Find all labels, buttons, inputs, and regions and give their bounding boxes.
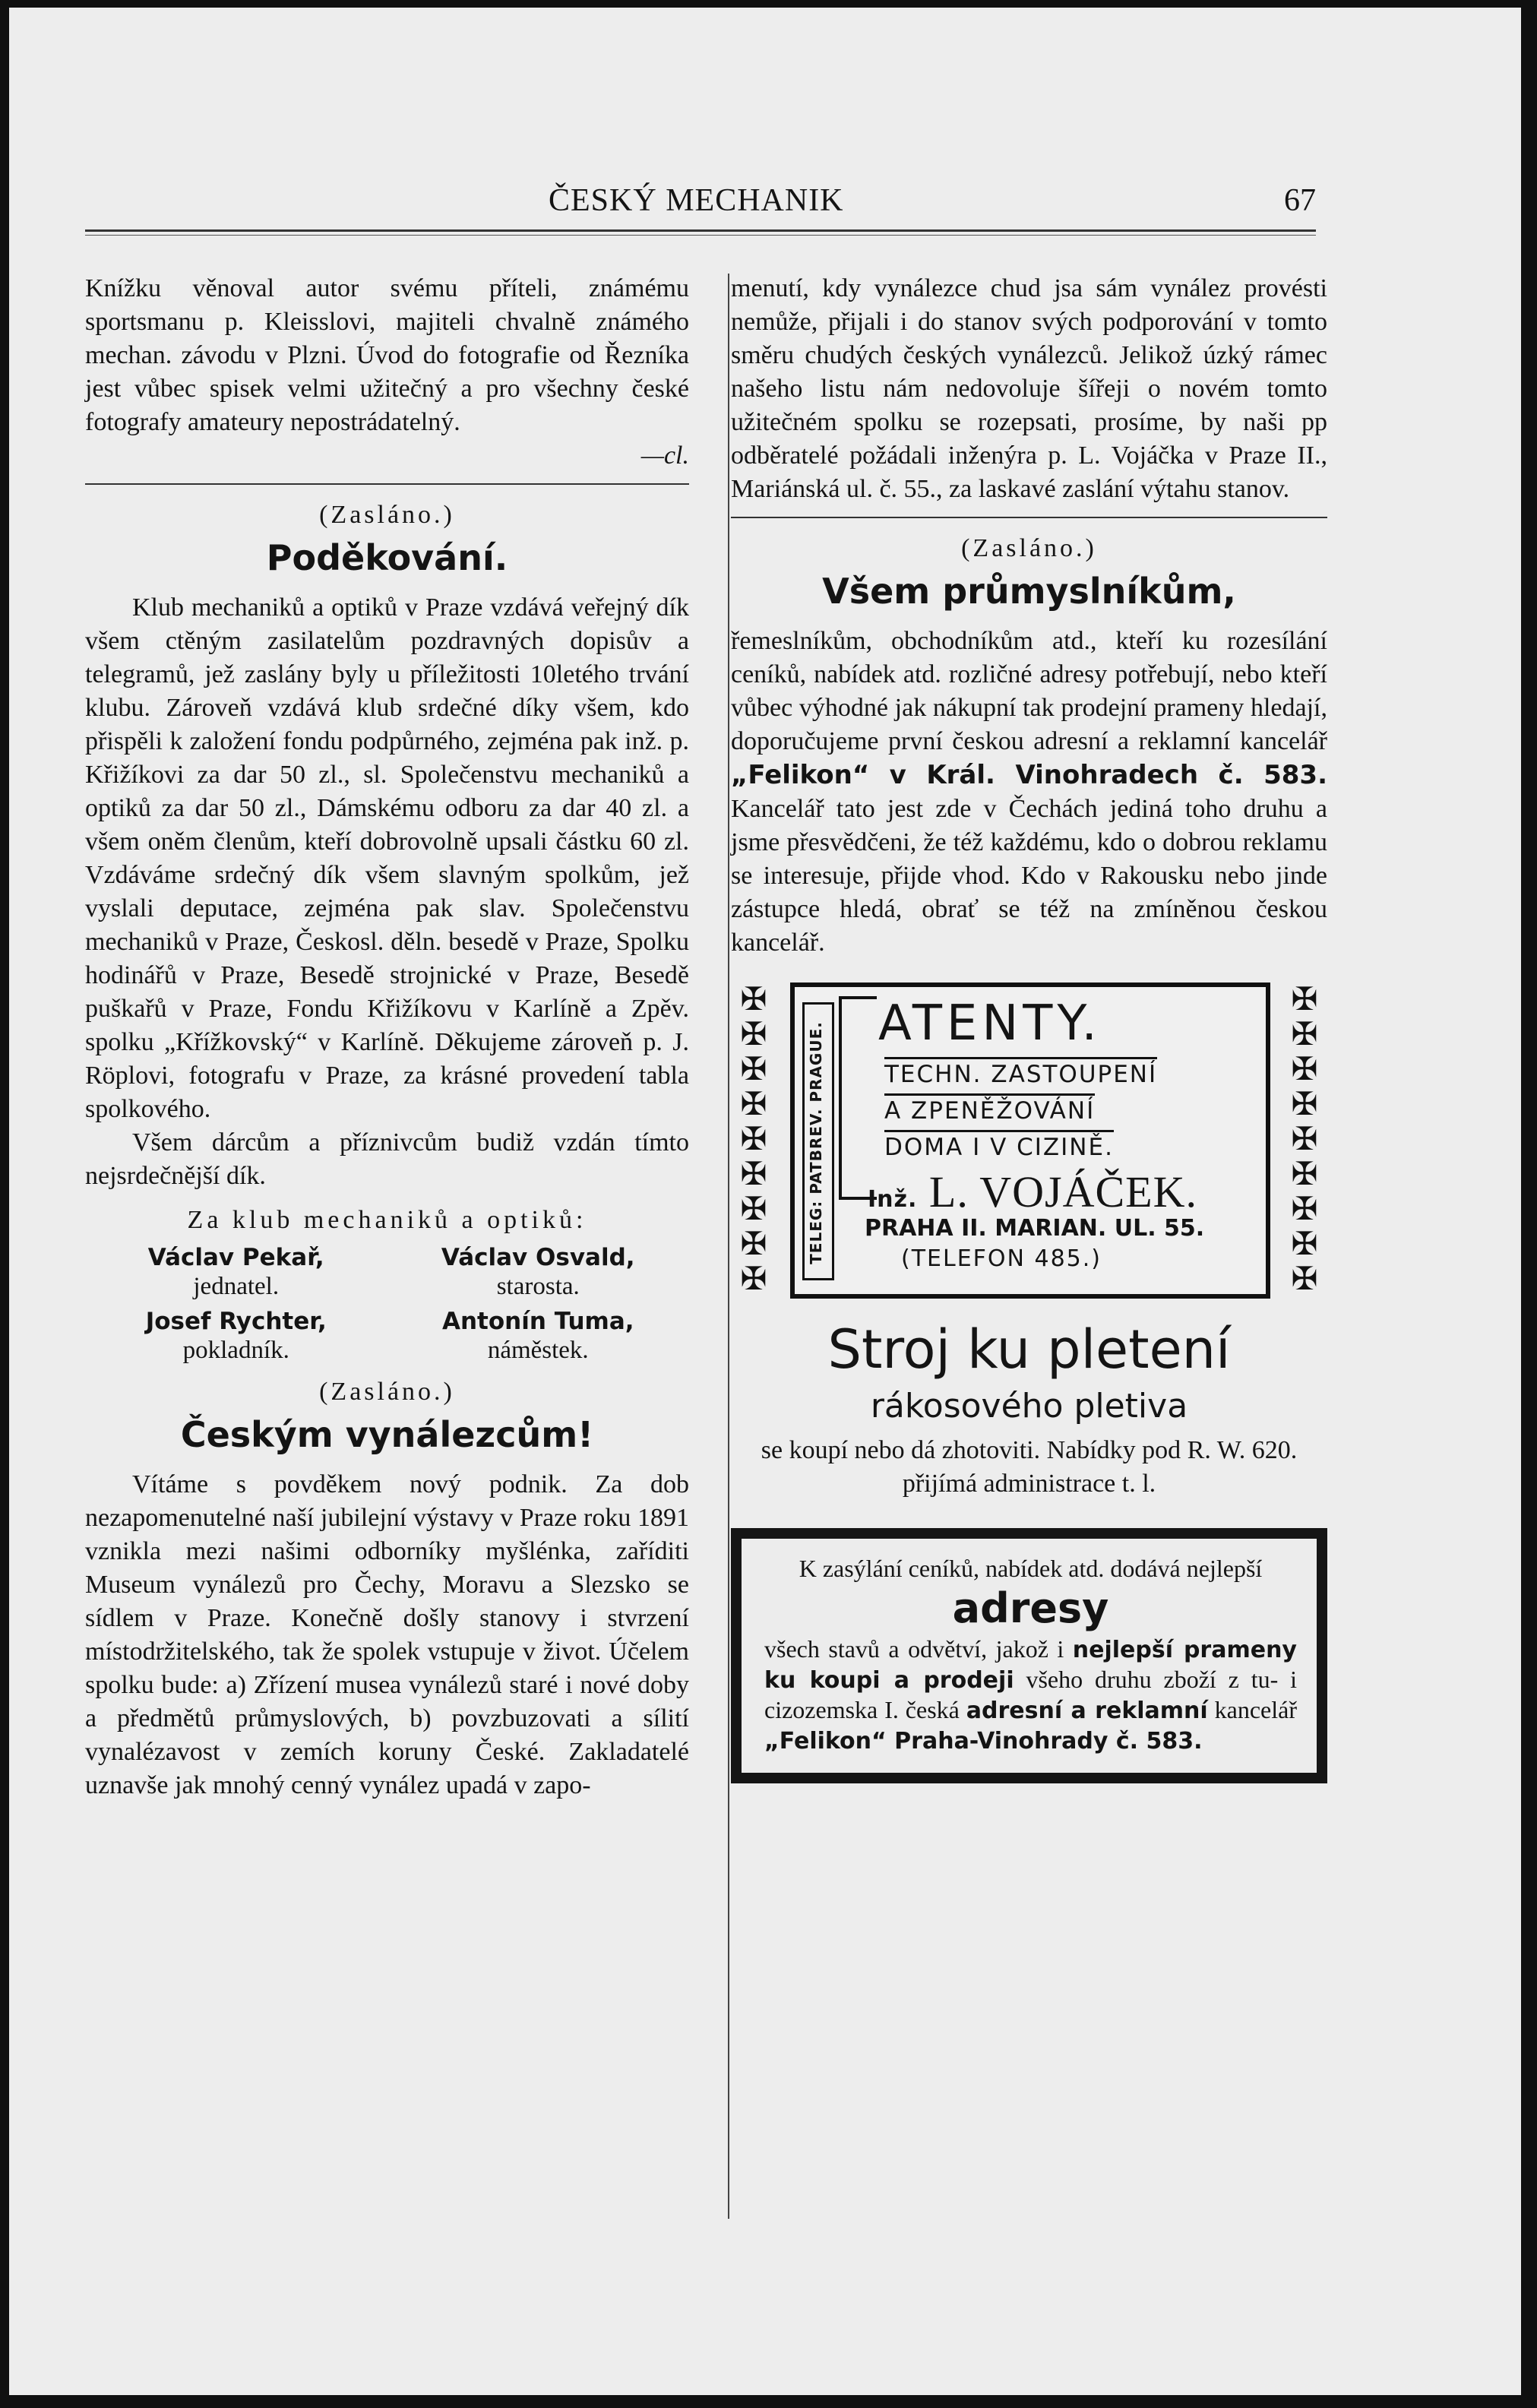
felikon-address: „Felikon“ v Král. Vinohradech č. 583.: [731, 760, 1327, 790]
cross-ornament-icon: ✠: [740, 1157, 767, 1192]
patent-ad-box: [790, 983, 1270, 1299]
column-divider: [728, 274, 729, 2219]
cross-ornament-icon: ✠: [740, 1087, 767, 1122]
page-header: [85, 176, 1316, 222]
section-separator: [731, 517, 1327, 518]
section-separator: [85, 483, 689, 485]
intro-signature: —cl.: [640, 441, 689, 470]
adresy-ad-intro: K zasýlání ceníků, nabídek atd. dodává nejlepší: [799, 1555, 1263, 1582]
ad-text: všeho druhu zboží z tu- i cizozemska I. česká: [764, 1666, 1298, 1723]
cross-ornament-icon: ✠: [740, 1052, 767, 1087]
header-rule: [85, 229, 1316, 232]
right-column: [731, 272, 1327, 1783]
cross-ornament-icon: ✠: [740, 1192, 767, 1227]
adresy-ad-text: [764, 1634, 1297, 1756]
signer: [85, 1307, 387, 1365]
ad-bold-text: „Felikon“ Praha-Vinohrady č. 583.: [764, 1728, 1203, 1755]
cross-ornament-icon: ✠: [1291, 1157, 1318, 1192]
stroj-ad-title: Stroj ku pletení: [827, 1318, 1231, 1381]
signer-name: Václav Osvald,: [441, 1244, 635, 1271]
zaslano-label: (Zasláno.): [319, 501, 455, 529]
signers-grid: [85, 1243, 689, 1365]
club-signoff: Za klub mechaniků a optiků:: [187, 1206, 587, 1234]
telegraph-label-box: [802, 1002, 834, 1280]
stroj-ad-subtitle: rákosového pletiva: [870, 1387, 1188, 1425]
patent-ad-line: TECHN. ZASTOUPENÍ: [884, 1057, 1157, 1088]
stroj-ad-text: se koupí nebo dá zhotoviti. Nabídky pod R. W. 620. přijímá administrace t. l.: [761, 1436, 1298, 1498]
article-heading-podekovani: Poděkování.: [266, 537, 508, 578]
signer-role: náměstek.: [487, 1337, 589, 1364]
zaslano-label: (Zasláno.): [961, 534, 1097, 562]
running-title: ČESKÝ MECHANIK: [549, 183, 844, 218]
patent-ad-title: ATENTY.: [878, 995, 1102, 1052]
article-heading-vynalezcum: Českým vynálezcům!: [180, 1414, 594, 1455]
ad-bold-text: adresní a reklamní: [966, 1698, 1208, 1724]
cross-ornament-icon: ✠: [1291, 1262, 1318, 1297]
ornament-column-right: [1282, 983, 1327, 1297]
cross-ornament-icon: ✠: [1291, 983, 1318, 1017]
article-heading-prumyslnikum: Všem průmyslníkům,: [822, 571, 1236, 612]
ad-text: všech stavů a odvětví, jakož i: [764, 1635, 1073, 1663]
signer: [387, 1243, 690, 1301]
zaslano-label: (Zasláno.): [319, 1378, 455, 1406]
adresy-advertisement: [731, 1528, 1327, 1783]
cross-ornament-icon: ✠: [740, 1017, 767, 1052]
patent-ad-address: PRAHA II. MARIAN. UL. 55.: [865, 1215, 1205, 1242]
cross-ornament-icon: ✠: [1291, 1017, 1318, 1052]
signer-name: Václav Pekař,: [147, 1244, 324, 1271]
signer: [387, 1307, 690, 1365]
cross-ornament-icon: ✠: [1291, 1087, 1318, 1122]
patent-ad-line: DOMA I V CIZINĚ.: [884, 1130, 1114, 1161]
patent-ad-phone: (TELEFON 485.): [901, 1245, 1102, 1272]
left-column: [85, 272, 689, 1802]
article-paragraph: [731, 625, 1327, 960]
header-rule-thin: [85, 235, 1316, 236]
ad-bold-text: nejlepší prameny ku koupi a prodeji: [764, 1637, 1297, 1694]
signer-role: starosta.: [496, 1273, 580, 1300]
signer-role: jednatel.: [193, 1273, 280, 1300]
cross-ornament-icon: ✠: [740, 1227, 767, 1262]
article-paragraph: Všem dárcům a příznivcům budiž vzdán tímto nejsrdečnější dík.: [85, 1128, 689, 1190]
cross-ornament-icon: ✠: [1291, 1192, 1318, 1227]
ornament-column-left: [731, 983, 776, 1297]
cross-ornament-icon: ✠: [1291, 1227, 1318, 1262]
signer-role: pokladník.: [182, 1337, 289, 1364]
signer-name: Antonín Tuma,: [441, 1308, 634, 1335]
signer: [85, 1243, 387, 1301]
cross-ornament-icon: ✠: [740, 1262, 767, 1297]
paragraph-text: řemeslníkům, obchodníkům atd., kteří ku rozesílání ceníků, nabídek atd. rozličné adresy potřebují, nebo kteří vůbec výhodné jak nákupní tak prodejní prameny hledají, doporučujeme první českou adresní a reklamní kancelář: [731, 627, 1327, 755]
cross-ornament-icon: ✠: [740, 1122, 767, 1157]
engineer-name: L. VOJÁČEK.: [928, 1167, 1197, 1217]
patent-advertisement: [731, 983, 1327, 1302]
adresy-ad-heading: adresy: [952, 1584, 1109, 1632]
cross-ornament-icon: ✠: [1291, 1122, 1318, 1157]
patent-ad-line: A ZPENĚŽOVÁNÍ: [884, 1093, 1095, 1125]
page-number: 67: [1284, 183, 1316, 218]
article-paragraph: Klub mechaniků a optiků v Praze vzdává veřejný dík všem ctěným zasilatelům pozdravných dopisův a telegramů, jež zaslány byly u příležitosti 10letého trvání klubu. Zároveň vzdává klub srdečné díky všem, kdo přispěli k založení fondu podpůrného, zejména pak inž. p. Křižíkovi za dar 50 zl., sl. Společenstvu mechaniků a optiků za dar 50 zl., Dámskému odboru za dar 40 zl. a všem oněm členům, kteří dobrovolně upsali částku 60 zl. Vzdáváme srdečný dík všem slavným spolkům, jež vyslali deputace, zejména pak slav. Společenstvu mechaniků v Praze, Českosl. děln. besedě v Praze, Spolku hodinářů v Praze, Besedě strojnické v Praze, Besedě puškařů v Praze, Fondu Křižíkovu v Karlíně a Zpěv. spolku „Křížkovský“ v Karlíně. Děkujeme zároveň p. J. Röplovi, fotografu v Praze, za krásné provedení tabla spolkového.: [85, 593, 689, 1123]
telegraph-label: TELEG: PATBREV. PRAGUE.: [807, 1021, 825, 1264]
ad-text: kancelář: [1207, 1696, 1298, 1723]
cross-ornament-icon: ✠: [1291, 1052, 1318, 1087]
article-paragraph: Vítáme s povděkem nový podnik. Za dob nezapomenutelné naší jubilejní výstavy v Praze roku 1891 vznikla mezi našimi odborníky myšlénka, zaříditi Museum vynálezů pro Čechy, Moravu a Slezsko se sídlem v Praze. Konečně došly stanovy i stvrzení místodržitelského, tak že spolek vstupuje v život. Účelem spolku bude: a) Zřízení musea vynálezů staré i nové doby a předmětů průmyslových, b) povzbuzovati a sílití vynalézavost v zemích koruny České. Zakladatelé uznavše jak mnohý cenný vynález upadá v zapo-: [85, 1470, 689, 1799]
signer-name: Josef Rychter,: [145, 1308, 327, 1335]
name-prefix: Inž.: [868, 1186, 918, 1213]
article-continuation: menutí, kdy vynálezce chud jsa sám vynález provésti nemůže, přijali i do stanov svých podporování v tomto směru chudých českých vynálezců. Jelikož úzký rámec našeho listu nám nedovoluje šířeji o novém tomto užitečném spolku se rozepsati, prosíme, by naši pp odběratelé požádali inženýra p. L. Vojáčka v Praze II., Mariánská ul. č. 55., za laskavé zaslání výtahu stanov.: [731, 274, 1327, 503]
paragraph-text: Kancelář tato jest zde v Čechách jediná toho druhu a jsme přesvědčeni, že též každému, kdo o dobrou reklamu se interesuje, přijde vhod. Kdo v Rakousku nebo jinde zástupce hledá, obrať se též na zmíněnou českou kancelář.: [731, 795, 1327, 957]
cross-ornament-icon: ✠: [740, 983, 767, 1017]
intro-paragraph: Knížku věnoval autor svému příteli, známému sportsmanu p. Kleisslovi, majiteli chvalně známého mechan. závodu v Plzni. Úvod do fotografie od Řezníka jest vůbec spisek velmi užitečný a pro všechny české fotografy amateury nepostrádatelný.: [85, 274, 689, 436]
